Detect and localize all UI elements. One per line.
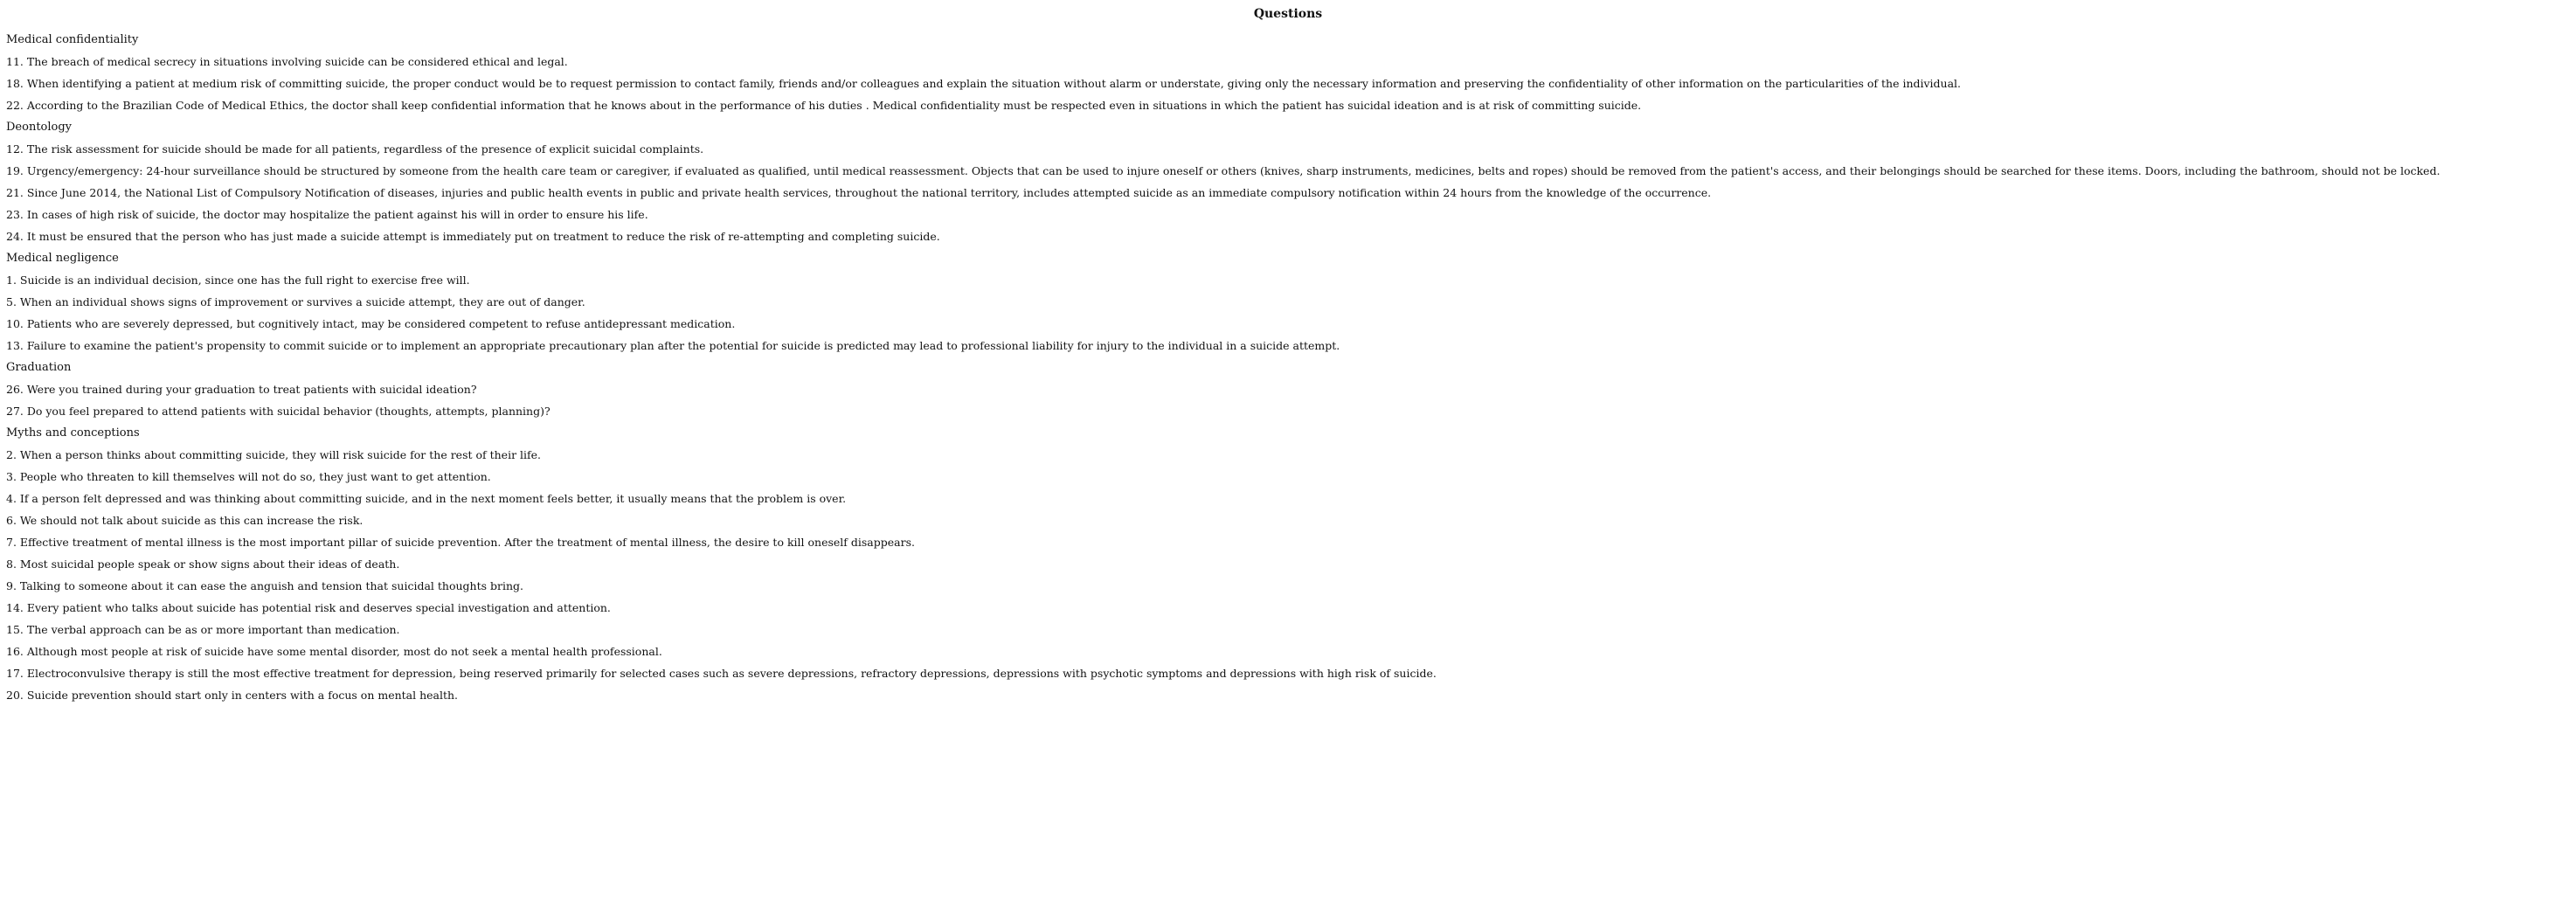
category-deontology: Deontology xyxy=(6,121,73,134)
category-graduation: Graduation xyxy=(6,361,72,374)
question-row: 9. Talking to someone about it can ease the anguish and tension that suicidal thoughts bring. xyxy=(6,579,523,592)
question-row: 16. Although most people at risk of suicide have some mental disorder, most do not seek a mental health professional. xyxy=(6,645,662,658)
question-row: 23. In cases of high risk of suicide, the doctor may hospitalize the patient against his will in order to ensure his life. xyxy=(6,208,648,221)
question-row: 2. When a person thinks about committing suicide, they will risk suicide for the rest of their life. xyxy=(6,448,542,461)
table-header: Questions xyxy=(1253,7,1323,21)
question-row: 15. The verbal approach can be as or more important than medication. xyxy=(6,623,400,636)
question-row: 27. Do you feel prepared to attend patients with suicidal behavior (thoughts, attempts, planning)? xyxy=(6,405,551,418)
question-row: 21. Since June 2014, the National List of Compulsory Notification of diseases, injuries and public health events in public and private health services, throughout the national territory, includes attempted suicide as an immediate compulsory notification within 24 hours from the knowledge of the occurrence. xyxy=(6,186,1712,199)
question-row: 17. Electroconvulsive therapy is still the most effective treatment for depression, being reserved primarily for selected cases such as severe depressions, refractory depressions, depressions with psychotic symptoms and depressions with high risk of suicide. xyxy=(6,667,1437,680)
question-row: 8. Most suicidal people speak or show signs about their ideas of death. xyxy=(6,557,400,571)
question-row: 13. Failure to examine the patient's propensity to commit suicide or to implement an appropriate precautionary plan after the potential for suicide is predicted may lead to professional liability for injury to the individual in a suicide attempt. xyxy=(6,339,1340,352)
question-row: 4. If a person felt depressed and was thinking about committing suicide, and in the next moment feels better, it usually means that the problem is over. xyxy=(6,492,847,505)
question-row: 12. The risk assessment for suicide should be made for all patients, regardless of the presence of explicit suicidal complaints. xyxy=(6,142,704,156)
category-medical-negligence: Medical negligence xyxy=(6,252,119,265)
question-row: 19. Urgency/emergency: 24-hour surveillance should be structured by someone from the health care team or caregiver, if evaluated as qualified, until medical reassessment. Objects that can be used to injure oneself or others (knives, sharp instruments, medicines, belts and ropes) should be removed from the patient's access, and their belongings should be searched for these items. Doors, including the bathroom, should not be locked. xyxy=(6,164,2441,177)
category-myths-and-conceptions: Myths and conceptions xyxy=(6,426,140,440)
question-row: 18. When identifying a patient at medium risk of committing suicide, the proper conduct would be to request permission to contact family, friends and/or colleagues and explain the situation without alarm or understate, giving only the necessary information and preserving the confidentiality of other information on the particularities of the individual. xyxy=(6,77,1962,90)
question-row: 24. It must be ensured that the person who has just made a suicide attempt is immediately put on treatment to reduce the risk of re-attempting and completing suicide. xyxy=(6,230,940,243)
question-row: 26. Were you trained during your graduation to treat patients with suicidal ideation? xyxy=(6,383,477,396)
question-row: 20. Suicide prevention should start only in centers with a focus on mental health. xyxy=(6,689,459,702)
question-row: 7. Effective treatment of mental illness is the most important pillar of suicide prevention. After the treatment of mental illness, the desire to kill oneself disappears. xyxy=(6,536,915,549)
question-row: 10. Patients who are severely depressed, but cognitively intact, may be considered competent to refuse antidepressant medication. xyxy=(6,317,736,330)
question-row: 6. We should not talk about suicide as this can increase the risk. xyxy=(6,514,364,527)
question-row: 3. People who threaten to kill themselves will not do so, they just want to get attention. xyxy=(6,470,491,483)
question-row: 22. According to the Brazilian Code of Medical Ethics, the doctor shall keep confidential information that he knows about in the performance of his duties . Medical confidentiality must be respected even in situations in which the patient has suicidal ideation and is at risk of committing suicide. xyxy=(6,99,1642,112)
question-row: 14. Every patient who talks about suicide has potential risk and deserves special investigation and attention. xyxy=(6,601,611,614)
question-row: 11. The breach of medical secrecy in situations involving suicide can be considered ethical and legal. xyxy=(6,55,568,68)
question-row: 1. Suicide is an individual decision, since one has the full right to exercise free will. xyxy=(6,274,470,287)
category-medical-confidentiality: Medical confidentiality xyxy=(6,33,139,46)
question-row: 5. When an individual shows signs of improvement or survives a suicide attempt, they are out of danger. xyxy=(6,295,585,308)
